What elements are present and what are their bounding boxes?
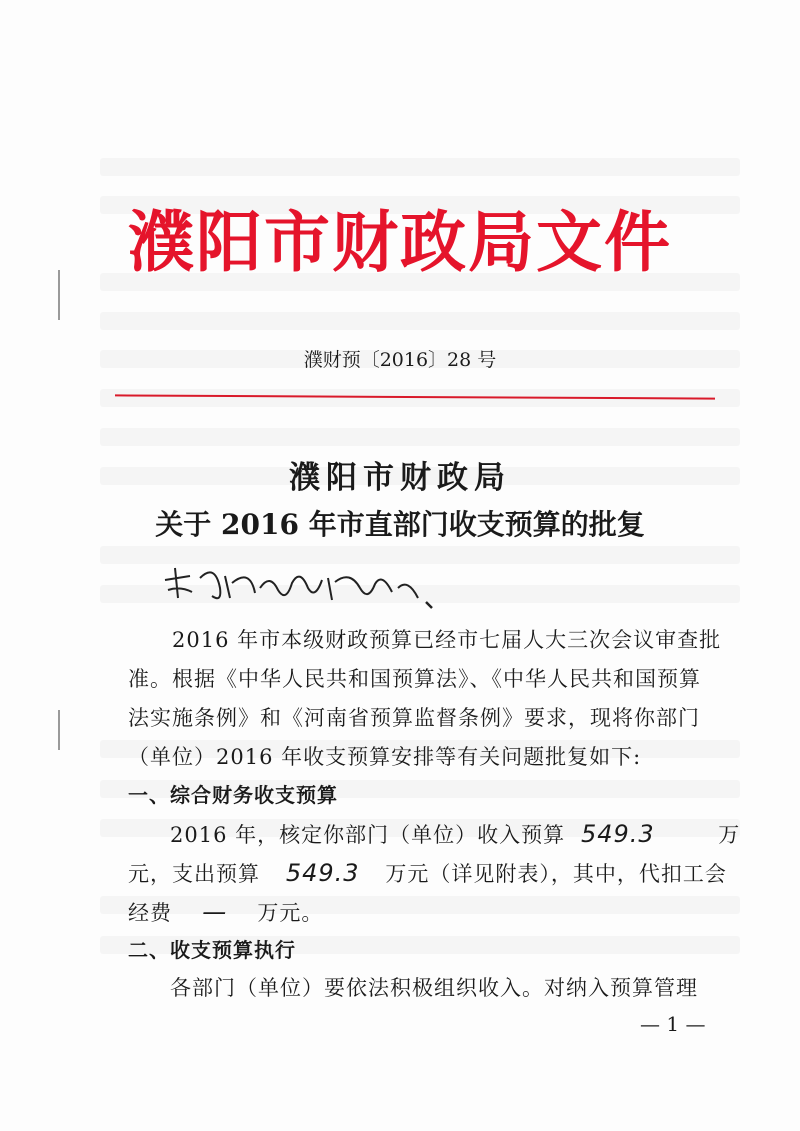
union-fee-suffix: 万元。 [257, 901, 324, 925]
paragraph-line: 2016 年市本级财政预算已经市七届人大三次会议审查批 [172, 628, 722, 652]
red-separator-line [115, 394, 715, 399]
paragraph-line: 法实施条例》和《河南省预算监督条例》要求，现将你部门 [128, 706, 700, 730]
paragraph-line: 各部门（单位）要依法积极组织收入。对纳入预算管理 [170, 976, 698, 1000]
income-budget-handwritten-value: 549.3 [580, 820, 655, 848]
unit-wan: 万 [718, 823, 741, 847]
section-heading-2: 二、收支预算执行 [128, 938, 296, 962]
issuing-organization: 濮阳市财政局 [289, 460, 511, 496]
expense-budget-suffix: 万元（详见附表），其中，代扣工会 [385, 862, 727, 886]
expense-budget-text: 元，支出预算 [128, 862, 260, 886]
paragraph-line [170, 815, 770, 855]
paragraph-line [128, 854, 728, 894]
page-number: — 1 — [640, 1012, 706, 1036]
document-subject: 关于 2016 年市直部门收支预算的批复 [155, 508, 645, 541]
income-budget-text: 2016 年，核定你部门（单位）收入预算 [170, 823, 566, 847]
union-fee-text: 经费 [128, 901, 172, 925]
paragraph-line: 准。根据《中华人民共和国预算法》、《中华人民共和国预算 [128, 667, 701, 691]
paragraph-line [128, 893, 728, 933]
union-fee-handwritten-value: — [202, 898, 228, 926]
section-heading-1: 一、综合财务收支预算 [128, 783, 338, 807]
binding-mark-bottom [58, 710, 60, 750]
document-number: 濮财预〔2016〕28 号 [303, 349, 497, 371]
agency-header-title: 濮阳市财政局文件 [128, 204, 672, 281]
expense-budget-handwritten-value: 549.3 [285, 859, 360, 887]
paragraph-line: （单位）2016 年收支预算安排等有关问题批复如下: [128, 745, 642, 769]
handwritten-recipient-signature [160, 558, 440, 618]
